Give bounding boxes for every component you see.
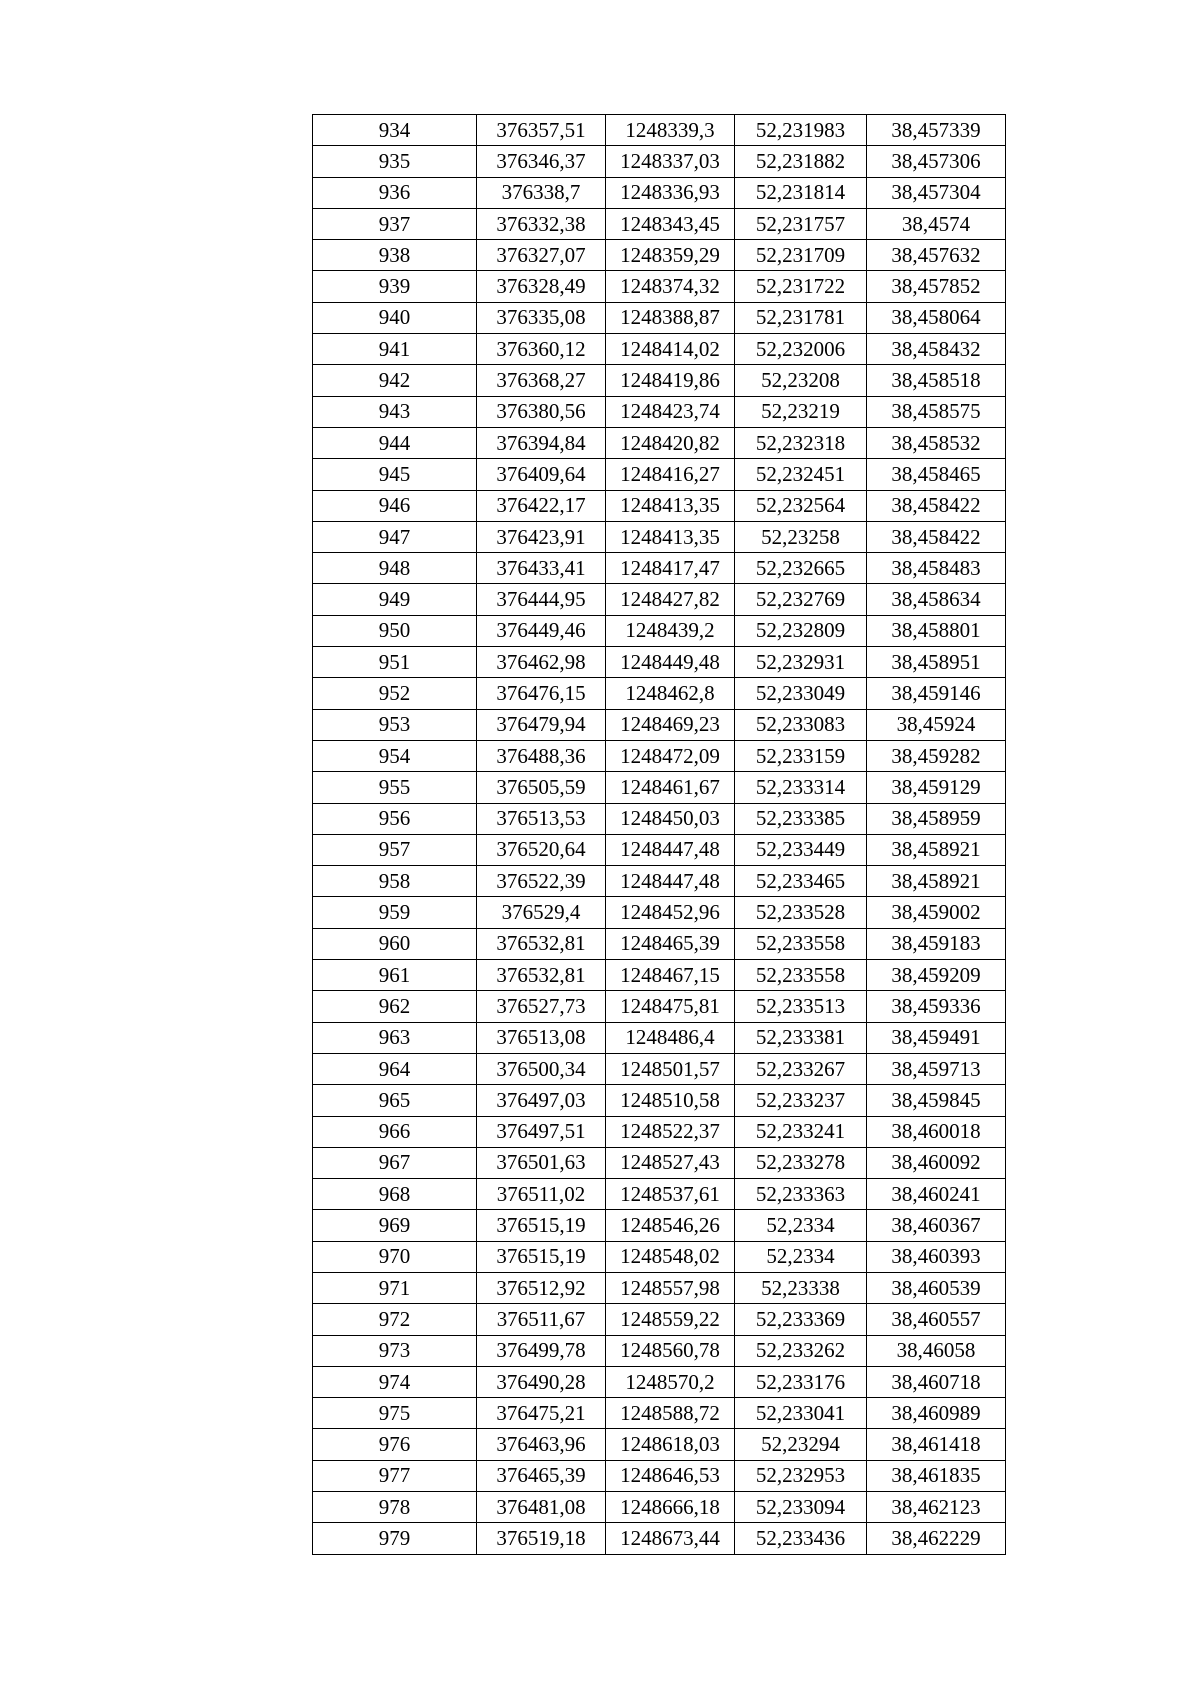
- latitude-cell: 52,233049: [735, 678, 867, 709]
- table-row: [313, 521, 1006, 552]
- latitude-cell: 52,233041: [735, 1398, 867, 1429]
- point-number-cell: 963: [313, 1022, 477, 1053]
- longitude-cell: 38,460989: [867, 1398, 1006, 1429]
- table-row: [313, 1366, 1006, 1397]
- x-coordinate-cell: 376444,95: [477, 584, 606, 615]
- latitude-cell: 52,233369: [735, 1304, 867, 1335]
- table-row: [313, 365, 1006, 396]
- x-coordinate-cell: 376332,38: [477, 208, 606, 239]
- longitude-cell: 38,459282: [867, 740, 1006, 771]
- y-coordinate-cell: 1248423,74: [606, 396, 735, 427]
- point-number-cell: 959: [313, 897, 477, 928]
- latitude-cell: 52,232953: [735, 1460, 867, 1491]
- y-coordinate-cell: 1248343,45: [606, 208, 735, 239]
- longitude-cell: 38,458959: [867, 803, 1006, 834]
- x-coordinate-cell: 376476,15: [477, 678, 606, 709]
- table-row: [313, 1022, 1006, 1053]
- table-row: [313, 208, 1006, 239]
- point-number-cell: 955: [313, 772, 477, 803]
- y-coordinate-cell: 1248486,4: [606, 1022, 735, 1053]
- y-coordinate-cell: 1248337,03: [606, 146, 735, 177]
- point-number-cell: 962: [313, 991, 477, 1022]
- longitude-cell: 38,459336: [867, 991, 1006, 1022]
- y-coordinate-cell: 1248465,39: [606, 928, 735, 959]
- latitude-cell: 52,232665: [735, 553, 867, 584]
- longitude-cell: 38,458422: [867, 521, 1006, 552]
- x-coordinate-cell: 376490,28: [477, 1366, 606, 1397]
- longitude-cell: 38,458432: [867, 334, 1006, 365]
- latitude-cell: 52,233528: [735, 897, 867, 928]
- longitude-cell: 38,459713: [867, 1053, 1006, 1084]
- latitude-cell: 52,2334: [735, 1210, 867, 1241]
- longitude-cell: 38,460393: [867, 1241, 1006, 1272]
- y-coordinate-cell: 1248374,32: [606, 271, 735, 302]
- longitude-cell: 38,46058: [867, 1335, 1006, 1366]
- point-number-cell: 935: [313, 146, 477, 177]
- x-coordinate-cell: 376497,51: [477, 1116, 606, 1147]
- table-row: [313, 647, 1006, 678]
- latitude-cell: 52,233558: [735, 928, 867, 959]
- x-coordinate-cell: 376522,39: [477, 866, 606, 897]
- y-coordinate-cell: 1248447,48: [606, 834, 735, 865]
- y-coordinate-cell: 1248447,48: [606, 866, 735, 897]
- table-row: [313, 709, 1006, 740]
- table-row: [313, 1116, 1006, 1147]
- latitude-cell: 52,23338: [735, 1272, 867, 1303]
- table-row: [313, 1241, 1006, 1272]
- latitude-cell: 52,231722: [735, 271, 867, 302]
- point-number-cell: 961: [313, 960, 477, 991]
- point-number-cell: 979: [313, 1523, 477, 1554]
- longitude-cell: 38,457339: [867, 115, 1006, 146]
- longitude-cell: 38,458518: [867, 365, 1006, 396]
- point-number-cell: 942: [313, 365, 477, 396]
- point-number-cell: 938: [313, 240, 477, 271]
- table-row: [313, 334, 1006, 365]
- latitude-cell: 52,232769: [735, 584, 867, 615]
- table-row: [313, 553, 1006, 584]
- point-number-cell: 934: [313, 115, 477, 146]
- longitude-cell: 38,458951: [867, 647, 1006, 678]
- longitude-cell: 38,460367: [867, 1210, 1006, 1241]
- point-number-cell: 968: [313, 1179, 477, 1210]
- table-row: [313, 146, 1006, 177]
- x-coordinate-cell: 376328,49: [477, 271, 606, 302]
- table-row: [313, 1085, 1006, 1116]
- latitude-cell: 52,232931: [735, 647, 867, 678]
- latitude-cell: 52,233381: [735, 1022, 867, 1053]
- point-number-cell: 945: [313, 459, 477, 490]
- latitude-cell: 52,233449: [735, 834, 867, 865]
- table-row: [313, 115, 1006, 146]
- y-coordinate-cell: 1248388,87: [606, 302, 735, 333]
- point-number-cell: 954: [313, 740, 477, 771]
- point-number-cell: 937: [313, 208, 477, 239]
- x-coordinate-cell: 376409,64: [477, 459, 606, 490]
- x-coordinate-cell: 376505,59: [477, 772, 606, 803]
- x-coordinate-cell: 376422,17: [477, 490, 606, 521]
- point-number-cell: 936: [313, 177, 477, 208]
- latitude-cell: 52,231983: [735, 115, 867, 146]
- table-row: [313, 615, 1006, 646]
- table-row: [313, 177, 1006, 208]
- point-number-cell: 941: [313, 334, 477, 365]
- x-coordinate-cell: 376511,67: [477, 1304, 606, 1335]
- point-number-cell: 946: [313, 490, 477, 521]
- x-coordinate-cell: 376338,7: [477, 177, 606, 208]
- point-number-cell: 976: [313, 1429, 477, 1460]
- y-coordinate-cell: 1248462,8: [606, 678, 735, 709]
- longitude-cell: 38,459002: [867, 897, 1006, 928]
- table-row: [313, 1147, 1006, 1178]
- table-row: [313, 1304, 1006, 1335]
- point-number-cell: 949: [313, 584, 477, 615]
- longitude-cell: 38,4574: [867, 208, 1006, 239]
- table-row: [313, 1210, 1006, 1241]
- x-coordinate-cell: 376527,73: [477, 991, 606, 1022]
- table-row: [313, 427, 1006, 458]
- longitude-cell: 38,460018: [867, 1116, 1006, 1147]
- table-row: [313, 1335, 1006, 1366]
- point-number-cell: 952: [313, 678, 477, 709]
- table-row: [313, 740, 1006, 771]
- table-row: [313, 1272, 1006, 1303]
- point-number-cell: 956: [313, 803, 477, 834]
- latitude-cell: 52,231882: [735, 146, 867, 177]
- longitude-cell: 38,457632: [867, 240, 1006, 271]
- x-coordinate-cell: 376360,12: [477, 334, 606, 365]
- y-coordinate-cell: 1248527,43: [606, 1147, 735, 1178]
- x-coordinate-cell: 376368,27: [477, 365, 606, 396]
- table-row: [313, 302, 1006, 333]
- latitude-cell: 52,233363: [735, 1179, 867, 1210]
- x-coordinate-cell: 376511,02: [477, 1179, 606, 1210]
- longitude-cell: 38,458575: [867, 396, 1006, 427]
- table-row: [313, 897, 1006, 928]
- latitude-cell: 52,232318: [735, 427, 867, 458]
- longitude-cell: 38,458921: [867, 834, 1006, 865]
- latitude-cell: 52,233385: [735, 803, 867, 834]
- y-coordinate-cell: 1248472,09: [606, 740, 735, 771]
- coordinates-table-body: [313, 115, 1006, 1555]
- y-coordinate-cell: 1248413,35: [606, 521, 735, 552]
- table-row: [313, 459, 1006, 490]
- point-number-cell: 974: [313, 1366, 477, 1397]
- y-coordinate-cell: 1248618,03: [606, 1429, 735, 1460]
- x-coordinate-cell: 376532,81: [477, 928, 606, 959]
- y-coordinate-cell: 1248560,78: [606, 1335, 735, 1366]
- longitude-cell: 38,459129: [867, 772, 1006, 803]
- y-coordinate-cell: 1248417,47: [606, 553, 735, 584]
- point-number-cell: 972: [313, 1304, 477, 1335]
- point-number-cell: 977: [313, 1460, 477, 1491]
- y-coordinate-cell: 1248336,93: [606, 177, 735, 208]
- latitude-cell: 52,231757: [735, 208, 867, 239]
- x-coordinate-cell: 376423,91: [477, 521, 606, 552]
- latitude-cell: 52,233267: [735, 1053, 867, 1084]
- latitude-cell: 52,233094: [735, 1492, 867, 1523]
- point-number-cell: 950: [313, 615, 477, 646]
- latitude-cell: 52,233465: [735, 866, 867, 897]
- x-coordinate-cell: 376462,98: [477, 647, 606, 678]
- longitude-cell: 38,461835: [867, 1460, 1006, 1491]
- x-coordinate-cell: 376501,63: [477, 1147, 606, 1178]
- longitude-cell: 38,459845: [867, 1085, 1006, 1116]
- y-coordinate-cell: 1248413,35: [606, 490, 735, 521]
- coordinates-table: [312, 114, 1006, 1555]
- y-coordinate-cell: 1248588,72: [606, 1398, 735, 1429]
- y-coordinate-cell: 1248461,67: [606, 772, 735, 803]
- longitude-cell: 38,458483: [867, 553, 1006, 584]
- longitude-cell: 38,460557: [867, 1304, 1006, 1335]
- x-coordinate-cell: 376499,78: [477, 1335, 606, 1366]
- latitude-cell: 52,231709: [735, 240, 867, 271]
- x-coordinate-cell: 376529,4: [477, 897, 606, 928]
- point-number-cell: 951: [313, 647, 477, 678]
- x-coordinate-cell: 376433,41: [477, 553, 606, 584]
- latitude-cell: 52,233262: [735, 1335, 867, 1366]
- latitude-cell: 52,233436: [735, 1523, 867, 1554]
- x-coordinate-cell: 376488,36: [477, 740, 606, 771]
- x-coordinate-cell: 376479,94: [477, 709, 606, 740]
- point-number-cell: 966: [313, 1116, 477, 1147]
- point-number-cell: 973: [313, 1335, 477, 1366]
- point-number-cell: 943: [313, 396, 477, 427]
- point-number-cell: 970: [313, 1241, 477, 1272]
- latitude-cell: 52,233159: [735, 740, 867, 771]
- table-row: [313, 1053, 1006, 1084]
- x-coordinate-cell: 376475,21: [477, 1398, 606, 1429]
- table-row: [313, 678, 1006, 709]
- table-row: [313, 271, 1006, 302]
- y-coordinate-cell: 1248646,53: [606, 1460, 735, 1491]
- y-coordinate-cell: 1248339,3: [606, 115, 735, 146]
- point-number-cell: 965: [313, 1085, 477, 1116]
- x-coordinate-cell: 376497,03: [477, 1085, 606, 1116]
- point-number-cell: 969: [313, 1210, 477, 1241]
- longitude-cell: 38,457304: [867, 177, 1006, 208]
- latitude-cell: 52,23208: [735, 365, 867, 396]
- table-row: [313, 772, 1006, 803]
- x-coordinate-cell: 376394,84: [477, 427, 606, 458]
- point-number-cell: 957: [313, 834, 477, 865]
- x-coordinate-cell: 376500,34: [477, 1053, 606, 1084]
- point-number-cell: 967: [313, 1147, 477, 1178]
- x-coordinate-cell: 376346,37: [477, 146, 606, 177]
- point-number-cell: 971: [313, 1272, 477, 1303]
- table-row: [313, 584, 1006, 615]
- x-coordinate-cell: 376519,18: [477, 1523, 606, 1554]
- table-row: [313, 866, 1006, 897]
- table-row: [313, 490, 1006, 521]
- latitude-cell: 52,232564: [735, 490, 867, 521]
- x-coordinate-cell: 376512,92: [477, 1272, 606, 1303]
- longitude-cell: 38,458634: [867, 584, 1006, 615]
- point-number-cell: 978: [313, 1492, 477, 1523]
- longitude-cell: 38,45924: [867, 709, 1006, 740]
- latitude-cell: 52,23219: [735, 396, 867, 427]
- y-coordinate-cell: 1248475,81: [606, 991, 735, 1022]
- y-coordinate-cell: 1248452,96: [606, 897, 735, 928]
- longitude-cell: 38,461418: [867, 1429, 1006, 1460]
- y-coordinate-cell: 1248673,44: [606, 1523, 735, 1554]
- x-coordinate-cell: 376357,51: [477, 115, 606, 146]
- longitude-cell: 38,458064: [867, 302, 1006, 333]
- y-coordinate-cell: 1248666,18: [606, 1492, 735, 1523]
- y-coordinate-cell: 1248501,57: [606, 1053, 735, 1084]
- longitude-cell: 38,460092: [867, 1147, 1006, 1178]
- x-coordinate-cell: 376513,53: [477, 803, 606, 834]
- point-number-cell: 947: [313, 521, 477, 552]
- latitude-cell: 52,23294: [735, 1429, 867, 1460]
- y-coordinate-cell: 1248359,29: [606, 240, 735, 271]
- longitude-cell: 38,458465: [867, 459, 1006, 490]
- y-coordinate-cell: 1248414,02: [606, 334, 735, 365]
- table-row: [313, 834, 1006, 865]
- x-coordinate-cell: 376380,56: [477, 396, 606, 427]
- longitude-cell: 38,459183: [867, 928, 1006, 959]
- x-coordinate-cell: 376532,81: [477, 960, 606, 991]
- longitude-cell: 38,462229: [867, 1523, 1006, 1554]
- longitude-cell: 38,458422: [867, 490, 1006, 521]
- table-row: [313, 240, 1006, 271]
- point-number-cell: 958: [313, 866, 477, 897]
- longitude-cell: 38,462123: [867, 1492, 1006, 1523]
- longitude-cell: 38,459491: [867, 1022, 1006, 1053]
- y-coordinate-cell: 1248548,02: [606, 1241, 735, 1272]
- x-coordinate-cell: 376463,96: [477, 1429, 606, 1460]
- longitude-cell: 38,459146: [867, 678, 1006, 709]
- longitude-cell: 38,460718: [867, 1366, 1006, 1397]
- point-number-cell: 953: [313, 709, 477, 740]
- latitude-cell: 52,231781: [735, 302, 867, 333]
- point-number-cell: 939: [313, 271, 477, 302]
- table-row: [313, 960, 1006, 991]
- x-coordinate-cell: 376449,46: [477, 615, 606, 646]
- x-coordinate-cell: 376515,19: [477, 1241, 606, 1272]
- x-coordinate-cell: 376481,08: [477, 1492, 606, 1523]
- table-row: [313, 1523, 1006, 1554]
- table-row: [313, 1179, 1006, 1210]
- latitude-cell: 52,2334: [735, 1241, 867, 1272]
- x-coordinate-cell: 376515,19: [477, 1210, 606, 1241]
- y-coordinate-cell: 1248450,03: [606, 803, 735, 834]
- y-coordinate-cell: 1248467,15: [606, 960, 735, 991]
- latitude-cell: 52,233241: [735, 1116, 867, 1147]
- y-coordinate-cell: 1248570,2: [606, 1366, 735, 1397]
- y-coordinate-cell: 1248522,37: [606, 1116, 735, 1147]
- table-row: [313, 1460, 1006, 1491]
- x-coordinate-cell: 376335,08: [477, 302, 606, 333]
- y-coordinate-cell: 1248510,58: [606, 1085, 735, 1116]
- longitude-cell: 38,457852: [867, 271, 1006, 302]
- y-coordinate-cell: 1248469,23: [606, 709, 735, 740]
- point-number-cell: 964: [313, 1053, 477, 1084]
- point-number-cell: 948: [313, 553, 477, 584]
- x-coordinate-cell: 376465,39: [477, 1460, 606, 1491]
- x-coordinate-cell: 376513,08: [477, 1022, 606, 1053]
- longitude-cell: 38,458921: [867, 866, 1006, 897]
- y-coordinate-cell: 1248439,2: [606, 615, 735, 646]
- y-coordinate-cell: 1248427,82: [606, 584, 735, 615]
- latitude-cell: 52,232006: [735, 334, 867, 365]
- latitude-cell: 52,23258: [735, 521, 867, 552]
- latitude-cell: 52,233513: [735, 991, 867, 1022]
- table-row: [313, 1429, 1006, 1460]
- latitude-cell: 52,232809: [735, 615, 867, 646]
- y-coordinate-cell: 1248546,26: [606, 1210, 735, 1241]
- longitude-cell: 38,460241: [867, 1179, 1006, 1210]
- table-row: [313, 803, 1006, 834]
- y-coordinate-cell: 1248419,86: [606, 365, 735, 396]
- y-coordinate-cell: 1248420,82: [606, 427, 735, 458]
- latitude-cell: 52,233278: [735, 1147, 867, 1178]
- longitude-cell: 38,460539: [867, 1272, 1006, 1303]
- latitude-cell: 52,233314: [735, 772, 867, 803]
- y-coordinate-cell: 1248449,48: [606, 647, 735, 678]
- longitude-cell: 38,458532: [867, 427, 1006, 458]
- latitude-cell: 52,233237: [735, 1085, 867, 1116]
- latitude-cell: 52,233558: [735, 960, 867, 991]
- table-row: [313, 1492, 1006, 1523]
- latitude-cell: 52,233176: [735, 1366, 867, 1397]
- x-coordinate-cell: 376520,64: [477, 834, 606, 865]
- table-row: [313, 928, 1006, 959]
- x-coordinate-cell: 376327,07: [477, 240, 606, 271]
- table-row: [313, 991, 1006, 1022]
- longitude-cell: 38,459209: [867, 960, 1006, 991]
- y-coordinate-cell: 1248537,61: [606, 1179, 735, 1210]
- table-row: [313, 396, 1006, 427]
- latitude-cell: 52,231814: [735, 177, 867, 208]
- table-row: [313, 1398, 1006, 1429]
- y-coordinate-cell: 1248559,22: [606, 1304, 735, 1335]
- point-number-cell: 975: [313, 1398, 477, 1429]
- point-number-cell: 960: [313, 928, 477, 959]
- y-coordinate-cell: 1248557,98: [606, 1272, 735, 1303]
- point-number-cell: 944: [313, 427, 477, 458]
- y-coordinate-cell: 1248416,27: [606, 459, 735, 490]
- longitude-cell: 38,457306: [867, 146, 1006, 177]
- latitude-cell: 52,233083: [735, 709, 867, 740]
- latitude-cell: 52,232451: [735, 459, 867, 490]
- longitude-cell: 38,458801: [867, 615, 1006, 646]
- point-number-cell: 940: [313, 302, 477, 333]
